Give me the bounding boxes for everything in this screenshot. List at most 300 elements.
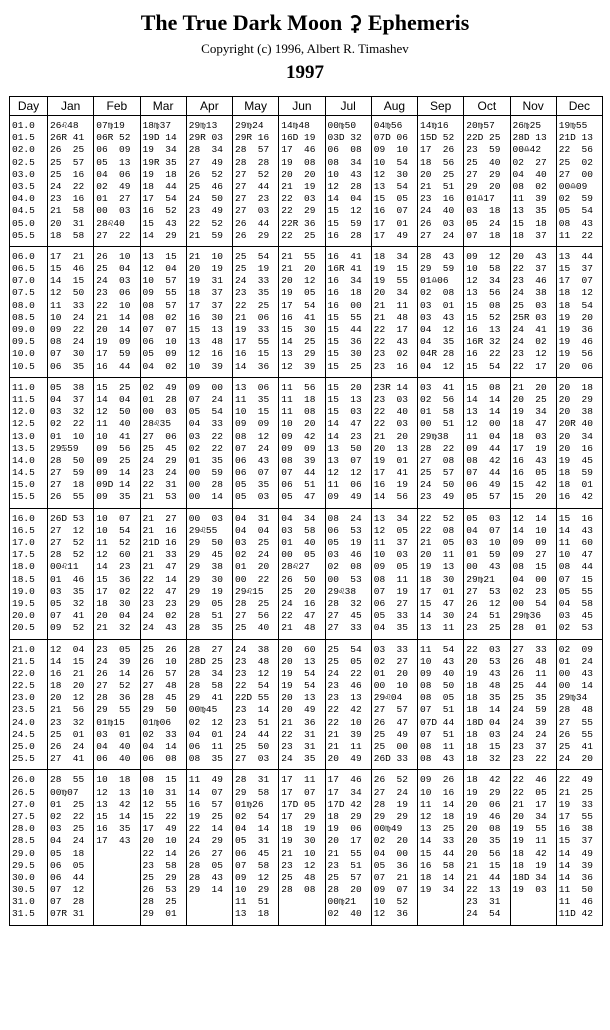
position-value: 27 23 [235,193,270,205]
position-value: 19 34 [142,144,177,156]
position-value: 15 37 [558,835,593,847]
position-value: 09 22 [50,324,85,335]
position-value: 15 54 [466,360,501,372]
day-cell [10,377,48,508]
position-value: 02 53 [558,622,593,634]
day-block-row [10,770,603,925]
position-value: 03D 32 [327,132,362,144]
position-value: 00♍49 [373,823,403,835]
position-value: 19 56 [558,348,593,360]
position-value: 23 49 [188,205,223,217]
position-value: 02 08 [420,287,455,299]
position-value: 00♍45 [188,704,218,716]
position-value: 18 56 [420,156,455,168]
position-value: 07 21 [373,871,408,883]
position-value: 06 08 [327,144,362,156]
position-value: 27 03 [235,205,270,217]
position-value: 15 08 [466,381,501,393]
month-cell [233,377,279,508]
position-value: 06 07 [235,467,270,479]
position-value: 29 38 [188,561,223,573]
position-value: 29 55 [96,704,131,716]
position-value: 25 44 [512,680,547,692]
position-value: 04 33 [188,418,223,430]
position-value: 26 53 [142,884,177,896]
position-value: 25 45 [142,442,177,454]
position-value: 03 58 [281,524,316,536]
position-value: 22 14 [142,573,177,585]
position-value: 10 15 [235,406,270,418]
position-value: 21 33 [142,549,177,561]
position-value: 25 16 [50,168,85,180]
position-value: 21 11 [373,299,408,311]
day-value: 19.5 [12,597,35,609]
position-value: 10 20 [281,418,316,430]
day-value: 11.0 [12,381,35,393]
position-value: 08 42 [466,454,501,466]
position-value: 15 25 [327,360,362,372]
position-value [189,908,232,920]
position-value: 21 19 [281,180,316,192]
position-value: 10 54 [96,524,131,536]
month-cell [464,246,510,377]
column-header-may: May [233,97,279,116]
position-value: 00♌11 [50,561,79,573]
position-value: 07 44 [466,467,501,479]
position-value: 02 59 [558,193,593,205]
month-cell [140,377,186,508]
position-value: 18 30 [420,573,455,585]
position-value: 06 09 [96,144,131,156]
position-value: 11 37 [373,537,408,548]
position-value: 22D 25 [466,132,501,144]
month-cell [279,246,325,377]
position-value: 17D 42 [327,798,362,810]
position-value: 23 24 [142,467,177,479]
month-cell [371,770,417,925]
day-value: 06.0 [12,250,35,262]
position-value: 29♍24 [235,120,264,131]
position-value: 24 29 [142,454,177,466]
position-value: 03 22 [188,430,223,442]
month-cell [464,116,510,247]
position-value: 04 12 [420,360,455,372]
position-value: 16 00 [327,299,362,311]
position-value: 27 59 [50,467,85,479]
position-value: 15 52 [466,311,501,323]
position-value: 19 31 [188,275,223,287]
position-value: 06 45 [235,847,270,859]
position-value: 19 18 [142,168,177,180]
day-value: 25.5 [12,753,35,765]
position-value: 27 29 [466,168,501,180]
position-value: 11 39 [512,193,547,205]
position-value: 28 25 [142,896,177,908]
day-block-row [10,377,603,508]
position-value: 03 32 [50,406,85,418]
position-value: 02 40 [327,908,362,920]
position-value: 15 13 [188,324,223,335]
position-value: 21 20 [512,381,547,393]
position-value: 29R 16 [235,132,270,144]
day-block-row [10,246,603,377]
position-value: 17 55 [235,336,270,348]
position-value: 08 15 [512,561,547,573]
day-value: 26.5 [12,786,35,798]
position-value: 22 40 [373,406,408,418]
position-value: 15 43 [142,217,177,229]
month-cell [233,639,279,770]
position-value: 04 40 [512,168,547,180]
position-value: 13 42 [96,798,131,810]
position-value: 20 38 [558,406,593,418]
position-value: 05 32 [50,597,85,609]
position-value: 25 54 [327,643,362,655]
position-value: 15 36 [327,336,362,348]
position-value: 24 22 [50,180,85,192]
position-value: 24 22 [327,667,362,679]
position-value: 25 46 [188,180,223,192]
month-cell [48,639,94,770]
position-value: 05 19 [327,537,362,548]
position-value: 21 15 [466,859,501,871]
position-value: 11 33 [50,299,85,311]
position-value: 16 52 [142,205,177,217]
month-cell [325,246,371,377]
position-value: 28 35 [188,622,223,634]
position-value: 10 47 [558,549,593,561]
position-value: 12 13 [96,786,131,798]
position-value: 03 43 [420,311,455,323]
day-value: 01.0 [12,120,35,131]
position-value: 22 25 [281,229,316,241]
position-value: 25 35 [512,692,547,704]
position-value: 21 48 [281,622,316,634]
position-value: 05 47 [281,491,316,503]
position-value: 11 40 [96,418,131,430]
position-value: 23 32 [50,716,85,728]
position-value: 04 12 [420,324,455,335]
position-value: 21 10 [281,847,316,859]
position-value: 22 17 [373,324,408,335]
position-value: 08 02 [512,180,547,192]
month-cell [418,508,464,639]
position-value: 28 28 [235,156,270,168]
position-value [513,908,556,920]
position-value: 00♎09 [558,180,588,192]
position-value: 20 34 [512,810,547,822]
position-value: 26 48 [512,655,547,667]
position-value: 07 18 [466,229,501,241]
dark-moon-symbol-icon: ⚳ [347,13,363,35]
position-value: 17 43 [96,835,131,847]
position-value: 09 00 [188,381,223,393]
day-value: 27.0 [12,798,35,810]
position-value: 05 09 [142,348,177,360]
position-value: 07D 44 [420,716,455,728]
position-value: 19 13 [420,561,455,573]
column-header-sep: Sep [418,97,464,116]
position-value: 28 34 [188,667,223,679]
position-value: 19R 35 [142,156,177,168]
position-value: 28 01 [512,622,547,634]
position-value: 26 55 [50,491,85,503]
position-value: 11 52 [96,537,131,548]
position-value: 13 11 [420,622,455,634]
position-value: 12 39 [281,360,316,372]
position-value: 10 07 [96,512,131,524]
position-value: 28 32 [327,597,362,609]
position-value: 12 18 [420,810,455,822]
position-value: 17 59 [96,348,131,360]
month-cell [418,116,464,247]
position-value: 10 57 [142,275,177,287]
position-value: 23 51 [235,716,270,728]
column-header-feb: Feb [94,97,140,116]
position-value: 04 24 [50,835,85,847]
day-value: 30.5 [12,884,35,896]
position-value: 01♍06 [142,716,172,728]
position-value: 18 48 [466,680,501,692]
position-value: 20 43 [512,250,547,262]
month-cell [325,770,371,925]
day-value: 02.5 [12,156,35,168]
position-value: 28♌27 [281,561,310,573]
month-cell [48,377,94,508]
position-value: 23 25 [466,622,501,634]
position-value: 10 24 [50,311,85,323]
position-value: 22 46 [512,774,547,786]
position-value: 04 31 [235,512,270,524]
position-value: 27 33 [327,622,362,634]
position-value: 16 19 [373,479,408,491]
position-value: 05 36 [373,859,408,871]
position-value: 20 31 [50,217,85,229]
position-value: 19 06 [327,823,362,835]
position-value: 27 22 [96,229,131,241]
position-value: 17D 05 [281,798,316,810]
position-value: 07 12 [50,884,85,896]
position-value: 00 53 [327,573,362,585]
position-value: 28♌35 [142,418,172,430]
position-value: 26 44 [235,217,270,229]
position-value: 11 46 [558,896,593,908]
position-value: 02 23 [512,585,547,597]
position-value: 05 57 [466,491,501,503]
position-value: 28 45 [142,692,177,704]
day-value: 20.5 [12,622,35,634]
position-value: 24 35 [281,753,316,765]
position-value: 09 56 [96,442,131,454]
position-value: 09 12 [466,250,501,262]
position-value: 00 05 [281,549,316,561]
position-value: 21 47 [142,561,177,573]
position-value: 29 20 [466,180,501,192]
position-value: 02 49 [142,381,177,393]
position-value: 17 54 [142,193,177,205]
position-value: 15 16 [558,512,593,524]
position-value: 07 51 [420,728,455,740]
position-value: 25 19 [235,263,270,275]
day-value: 21.5 [12,655,35,667]
day-value: 01.5 [12,132,35,144]
position-value: 05 03 [235,491,270,503]
position-value: 04 34 [281,512,316,524]
position-value: 01 40 [281,537,316,548]
position-value: 16R 41 [327,263,362,275]
position-value: 25 20 [281,585,316,597]
day-value: 28.5 [12,835,35,847]
position-value: 29♍34 [558,692,588,704]
day-value: 04.5 [12,205,35,217]
position-value: 04 35 [420,336,455,348]
position-value: 04R 28 [420,348,455,360]
position-value: 22 29 [281,205,316,217]
position-value: 26 14 [96,667,131,679]
column-header-jun: Jun [279,97,325,116]
position-value: 15D 52 [420,132,455,144]
column-header-dec: Dec [556,97,602,116]
position-value: 18 03 [466,728,501,740]
position-value: 00 28 [188,479,223,491]
position-value: 22 42 [327,704,362,716]
position-value: 28 48 [558,704,593,716]
position-value: 24 38 [512,287,547,299]
position-value: 07 19 [373,585,408,597]
position-value: 11 56 [281,381,316,393]
position-value: 17 11 [281,774,316,786]
position-value: 27 44 [235,180,270,192]
day-value: 29.5 [12,859,35,871]
position-value: 20 53 [466,655,501,667]
position-value: 10 41 [96,430,131,442]
position-value: 21 10 [188,250,223,262]
day-cell [10,508,48,639]
position-value: 26 12 [466,597,501,609]
position-value: 29 01 [142,908,177,920]
position-value: 25 49 [373,728,408,740]
position-value: 26 47 [373,716,408,728]
position-value: 05 54 [558,205,593,217]
day-value: 18.5 [12,573,35,585]
position-value: 11 54 [420,643,455,655]
position-value: 13 15 [142,250,177,262]
position-value: 25 05 [327,655,362,667]
position-value: 15 30 [327,348,362,360]
position-value: 22 03 [373,418,408,430]
page-title [0,10,610,37]
position-value: 26 52 [373,774,408,786]
day-value: 12.0 [12,406,35,418]
month-cell [418,246,464,377]
position-value: 29♌15 [235,585,264,597]
position-value: 23 31 [281,741,316,752]
position-value: 08 12 [235,430,270,442]
position-value: 27 06 [142,430,177,442]
position-value: 14 14 [466,393,501,405]
position-value: 28D 25 [188,655,223,667]
position-value: 18D 34 [512,871,547,883]
column-header-mar: Mar [140,97,186,116]
day-value: 07.0 [12,275,35,287]
position-value: 18 19 [281,823,316,835]
position-value: 00♍07 [50,786,79,798]
position-value: 12 05 [373,524,408,536]
position-value: 10 43 [420,655,455,667]
month-cell [556,770,602,925]
position-value: 29♌04 [373,692,403,704]
month-cell [140,246,186,377]
position-value: 00 14 [558,680,593,692]
position-value: 14 15 [50,275,85,287]
position-value: 22 47 [142,585,177,597]
position-value: 28 58 [188,680,223,692]
position-value: 18 29 [327,810,362,822]
position-value: 16D 19 [281,132,316,144]
position-value: 03 25 [50,823,85,835]
position-value: 01 27 [96,193,131,205]
position-value: 26R 41 [50,132,85,144]
position-value: 24 39 [96,655,131,667]
position-value: 01 59 [466,549,501,561]
position-value: 16 21 [50,667,85,679]
position-value: 00 10 [373,680,408,692]
position-value: 15 37 [558,263,593,275]
position-value: 21 39 [327,728,362,740]
position-value: 20 12 [50,692,85,704]
position-value: 15 44 [420,847,455,859]
position-value: 14 25 [281,336,316,348]
position-value: 01 25 [50,798,85,810]
position-value: 27 18 [50,479,85,491]
month-cell [140,116,186,247]
position-value: 28 05 [188,859,223,871]
position-value: 05 33 [373,610,408,622]
position-value: 09 25 [96,454,131,466]
position-value: 02 33 [142,728,177,740]
position-value: 20 14 [96,324,131,335]
position-value: 27 52 [50,537,85,548]
month-cell [510,116,556,247]
position-value: 22 31 [281,728,316,740]
position-value: 17 29 [281,810,316,822]
position-value: 20 20 [281,168,316,180]
day-value: 03.0 [12,168,35,180]
position-value: 18 30 [96,597,131,609]
position-value: 23 12 [512,348,547,360]
position-value: 01 35 [188,454,223,466]
column-header-nov: Nov [510,97,556,116]
position-value: 25 00 [373,741,408,752]
position-value: 18 01 [558,479,593,491]
position-value: 12 50 [50,287,85,299]
column-header-aug: Aug [371,97,417,116]
position-value: 23 46 [327,680,362,692]
position-value: 10 39 [188,360,223,372]
day-value: 14.5 [12,467,35,479]
position-value: 16 22 [466,348,501,360]
position-value: 26 27 [188,847,223,859]
position-value: 08 57 [142,299,177,311]
month-cell [233,246,279,377]
position-value: 19 46 [558,336,593,348]
position-value: 07 51 [420,704,455,716]
position-value: 27 03 [235,753,270,765]
position-value: 17 55 [558,810,593,822]
position-value: 25 54 [235,250,270,262]
position-value: 15 46 [50,263,85,275]
position-value: 29 41 [188,692,223,704]
